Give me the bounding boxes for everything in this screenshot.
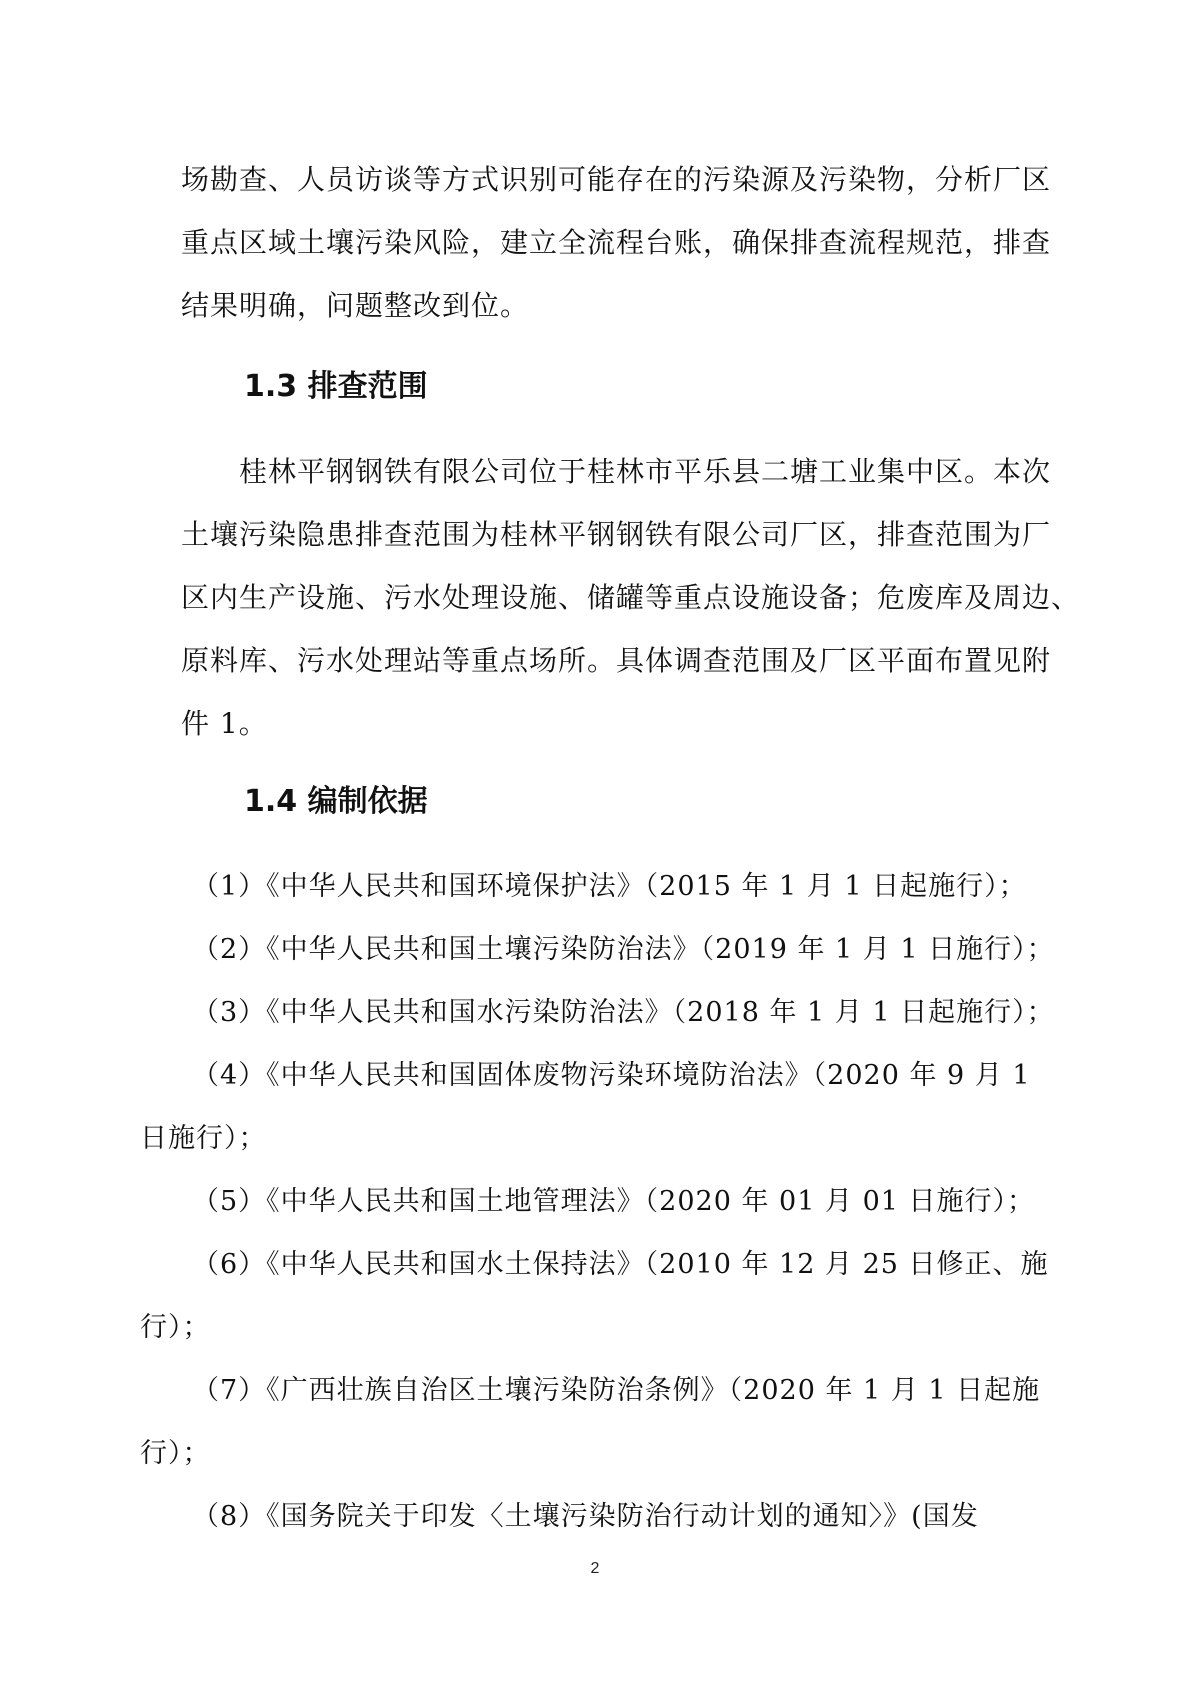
paragraph-line: 土壤污染隐患排查范围为桂林平钢钢铁有限公司厂区，排查范围为厂 (181, 518, 1052, 551)
section-1-3-paragraph (181, 440, 1081, 755)
paragraph-line: 件 1。 (181, 707, 268, 740)
reference-item-6-continuation: 行）； (140, 1312, 211, 1343)
reference-item-7: （7）《广西壮族自治区土壤污染防治条例》（2020 年 1 月 1 日起施 (192, 1375, 1041, 1406)
paragraph-line: 原料库、污水处理站等重点场所。具体调查范围及厂区平面布置见附 (181, 644, 1052, 677)
paragraph-line: 桂林平钢钢铁有限公司位于桂林市平乐县二塘工业集中区。本次 (239, 455, 1052, 488)
reference-item-4-continuation: 日施行）； (140, 1123, 267, 1154)
reference-item-5: （5）《中华人民共和国土地管理法》（2020 年 01 月 01 日施行）； (192, 1186, 1036, 1217)
intro-paragraph (181, 148, 1052, 337)
reference-item-1: （1）《中华人民共和国环境保护法》（2015 年 1 月 1 日起施行）； (192, 871, 1027, 902)
reference-item-6: （6）《中华人民共和国水土保持法》（2010 年 12 月 25 日修正、施 (192, 1249, 1049, 1280)
intro-line: 重点区域土壤污染风险，建立全流程台账，确保排查流程规范，排查 (181, 226, 1052, 259)
reference-list (140, 855, 1055, 1548)
page-number: 2 (590, 1560, 600, 1577)
section-heading-1-4: 1.4 编制依据 (244, 784, 428, 819)
reference-item-8: （8）《国务院关于印发〈土壤污染防治行动计划的通知〉》(国发 (192, 1501, 979, 1532)
reference-item-7-continuation: 行）； (140, 1438, 211, 1469)
reference-item-2: （2）《中华人民共和国土壤污染防治法》（2019 年 1 月 1 日施行）； (192, 934, 1055, 965)
intro-line: 场勘查、人员访谈等方式识别可能存在的污染源及污染物，分析厂区 (181, 163, 1052, 196)
paragraph-line: 区内生产设施、污水处理设施、储罐等重点设施设备；危废库及周边、 (181, 581, 1081, 614)
section-heading-1-3: 1.3 排查范围 (244, 369, 428, 404)
reference-item-4: （4）《中华人民共和国固体废物污染环境防治法》（2020 年 9 月 1 (192, 1060, 1031, 1091)
reference-item-3: （3）《中华人民共和国水污染防治法》（2018 年 1 月 1 日起施行）； (192, 997, 1055, 1028)
intro-line: 结果明确，问题整改到位。 (181, 289, 530, 322)
